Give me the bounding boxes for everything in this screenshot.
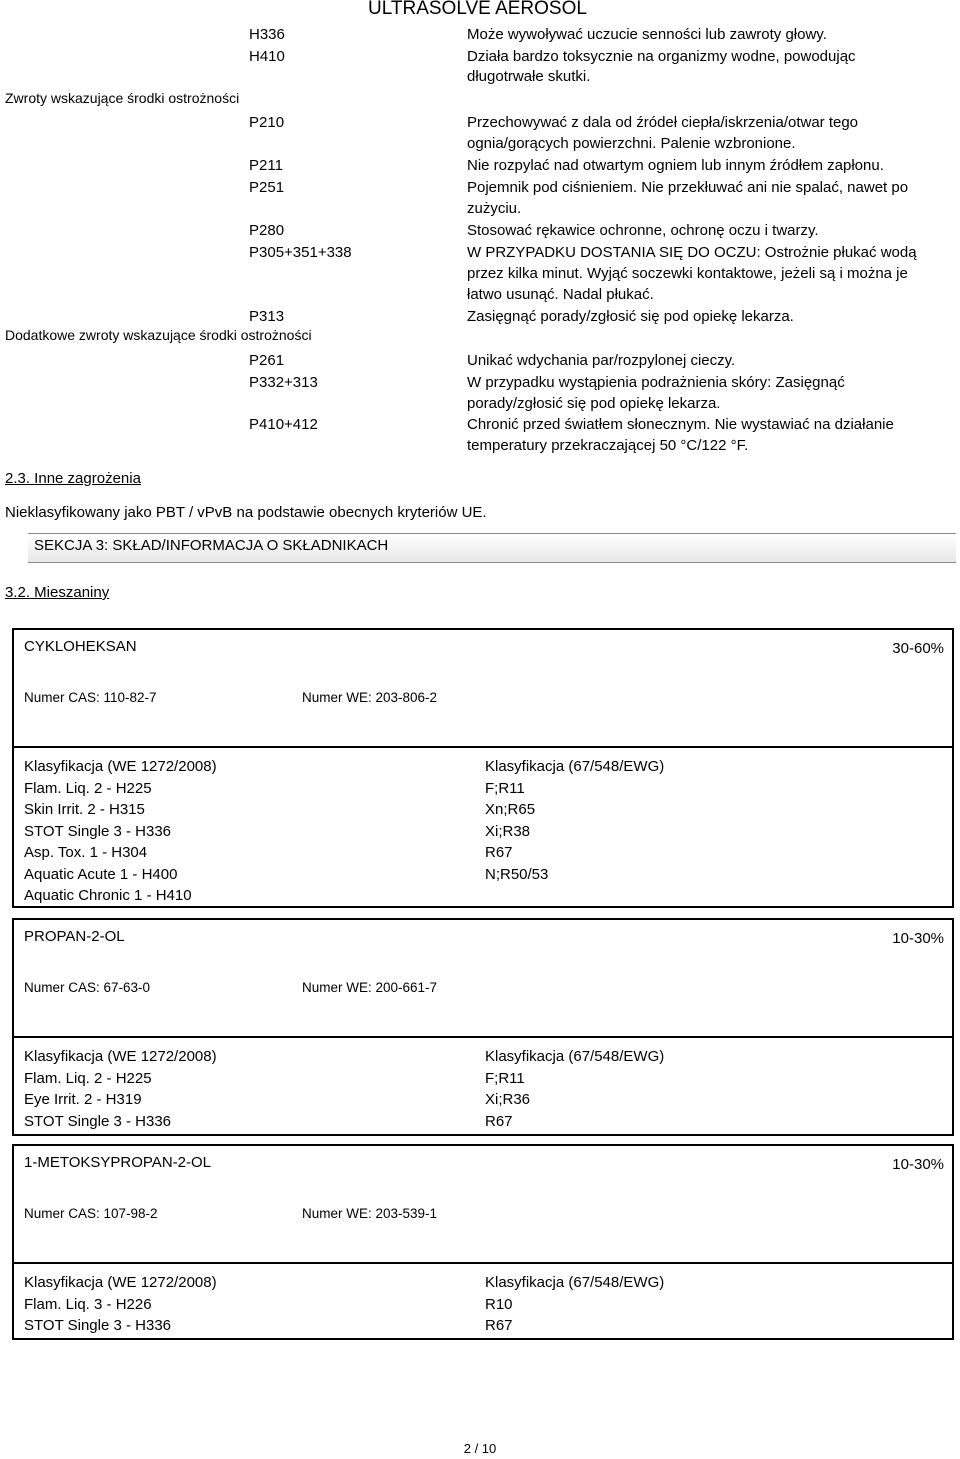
precaution-text: Stosować rękawice ochronne, ochronę oczu i twarzy. — [467, 222, 819, 239]
classification-dsd-list — [485, 1046, 664, 1132]
precaution-code: P251 — [249, 179, 285, 196]
additional-code: P332+313 — [249, 374, 318, 391]
classification-line: Flam. Liq. 2 - H225 — [24, 1069, 152, 1087]
additional-code: P410+412 — [249, 416, 318, 433]
pbt-text: Nieklasyfikowany jako PBT / vPvB na podstawie obecnych kryteriów UE. — [5, 504, 487, 521]
component-name: 1-METOKSYPROPAN-2-OL — [24, 1154, 211, 1171]
other-hazards-heading: 2.3. Inne zagrożenia — [5, 470, 141, 487]
component-name: CYKLOHEKSAN — [24, 638, 137, 655]
precaution-code: P313 — [249, 308, 285, 325]
component-percent: 10-30% — [892, 1156, 944, 1173]
classification-line: Eye Irrit. 2 - H319 — [24, 1091, 142, 1108]
precaution-heading: Zwroty wskazujące środki ostrożności — [5, 90, 240, 106]
component-name: PROPAN-2-OL — [24, 928, 125, 945]
classification-clp-list — [24, 1046, 217, 1132]
hazard-text: Działa bardzo toksycznie na organizmy wodne, powodując — [467, 48, 856, 65]
classification-line: Xi;R36 — [485, 1091, 531, 1108]
component-we: Numer WE: 203-806-2 — [302, 690, 438, 705]
component-classification-box — [12, 1264, 954, 1340]
precaution-text: W PRZYPADKU DOSTANIA SIĘ DO OCZU: Ostrożnie płukać wodą — [467, 244, 917, 261]
classification-line: Aquatic Acute 1 - H400 — [24, 865, 178, 883]
classification-line: F;R11 — [485, 1069, 525, 1087]
classification-line: Flam. Liq. 2 - H225 — [24, 779, 152, 797]
classification-line: R10 — [485, 1295, 513, 1313]
classification-line: Xn;R65 — [485, 801, 536, 818]
precaution-text: Przechowywać z dala od źródeł ciepła/iskrzenia/otwar tego — [467, 114, 859, 131]
precaution-code: P280 — [249, 222, 285, 239]
precaution-text: zużyciu. — [467, 200, 522, 217]
hazard-code: H410 — [249, 48, 285, 65]
component-we: Numer WE: 203-539-1 — [302, 1206, 438, 1221]
component-classification-box — [12, 748, 954, 908]
classification-line: Skin Irrit. 2 - H315 — [24, 801, 145, 818]
section-3-title: SEKCJA 3: SKŁAD/INFORMACJA O SKŁADNIKACH — [34, 537, 389, 554]
additional-text: W przypadku wystąpienia podrażnienia skóry: Zasięgnąć — [467, 374, 845, 391]
classification-line: F;R11 — [485, 779, 525, 797]
component-we: Numer WE: 200-661-7 — [302, 980, 438, 995]
component-classification-box — [12, 1038, 954, 1136]
additional-text: temperatury przekraczającej 50 °C/122 °F. — [467, 437, 749, 454]
component-percent: 10-30% — [892, 930, 944, 947]
component-id-box — [12, 628, 954, 748]
classification-line: Klasyfikacja (67/548/EWG) — [485, 1274, 665, 1291]
classification-line: STOT Single 3 - H336 — [24, 1112, 172, 1130]
hazard-text: długotrwałe skutki. — [467, 68, 591, 85]
additional-code: P261 — [249, 352, 285, 369]
classification-line: R67 — [485, 844, 513, 861]
precaution-code: P305+351+338 — [249, 244, 352, 261]
classification-line: Klasyfikacja (67/548/EWG) — [485, 1048, 665, 1065]
additional-text: Unikać wdychania par/rozpylonej cieczy. — [467, 352, 736, 369]
classification-line: Aquatic Chronic 1 - H410 — [24, 887, 192, 904]
precaution-code: P211 — [249, 157, 283, 174]
classification-line: Asp. Tox. 1 - H304 — [24, 844, 148, 861]
component-id-box — [12, 918, 954, 1038]
classification-dsd-list — [485, 1272, 664, 1337]
classification-line: Klasyfikacja (WE 1272/2008) — [24, 758, 217, 775]
classification-line: Klasyfikacja (WE 1272/2008) — [24, 1048, 217, 1065]
additional-text: Chronić przed światłem słonecznym. Nie wystawiać na działanie — [467, 416, 894, 433]
classification-line: Flam. Liq. 3 - H226 — [24, 1295, 152, 1313]
classification-line: Klasyfikacja (67/548/EWG) — [485, 758, 665, 775]
component-cas: Numer CAS: 107-98-2 — [24, 1206, 158, 1221]
document-title: ULTRASOLVE AEROSOL — [368, 0, 587, 19]
classification-line: Klasyfikacja (WE 1272/2008) — [24, 1274, 217, 1291]
additional-text: porady/zgłosić się pod opiekę lekarza. — [467, 395, 721, 412]
precaution-text: Nie rozpylać nad otwartym ogniem lub innym źródłem zapłonu. — [467, 157, 884, 174]
section-3-header — [28, 533, 956, 563]
classification-line: N;R50/53 — [485, 865, 549, 883]
classification-clp-list — [24, 756, 217, 907]
page-number: 2 / 10 — [463, 1441, 497, 1456]
hazard-text: Może wywoływać uczucie senności lub zawroty głowy. — [467, 26, 827, 43]
classification-line: R67 — [485, 1317, 513, 1334]
classification-line: STOT Single 3 - H336 — [24, 1317, 172, 1334]
component-cas: Numer CAS: 110-82-7 — [24, 690, 157, 705]
precaution-text: Zasięgnąć porady/zgłosić się pod opiekę lekarza. — [467, 308, 794, 325]
precaution-text: ognia/gorących powierzchni. Palenie wzbronione. — [467, 135, 796, 152]
precaution-text: przez kilka minut. Wyjąć soczewki kontaktowe, jeżeli są i można je — [467, 265, 908, 282]
component-cas: Numer CAS: 67-63-0 — [24, 980, 151, 995]
precaution-text: łatwo usunąć. Nadal płukać. — [467, 286, 654, 303]
classification-line: Xi;R38 — [485, 822, 531, 840]
hazard-code: H336 — [249, 26, 285, 43]
classification-dsd-list — [485, 756, 664, 885]
additional-heading: Dodatkowe zwroty wskazujące środki ostrożności — [5, 327, 312, 343]
mixtures-heading: 3.2. Mieszaniny — [5, 584, 110, 601]
component-id-box — [12, 1144, 954, 1264]
precaution-code: P210 — [249, 114, 285, 131]
classification-line: STOT Single 3 - H336 — [24, 822, 172, 840]
precaution-text: Pojemnik pod ciśnieniem. Nie przekłuwać ani nie spalać, nawet po — [467, 179, 909, 196]
classification-line: R67 — [485, 1112, 513, 1130]
component-percent: 30-60% — [892, 640, 944, 657]
classification-clp-list — [24, 1272, 217, 1337]
